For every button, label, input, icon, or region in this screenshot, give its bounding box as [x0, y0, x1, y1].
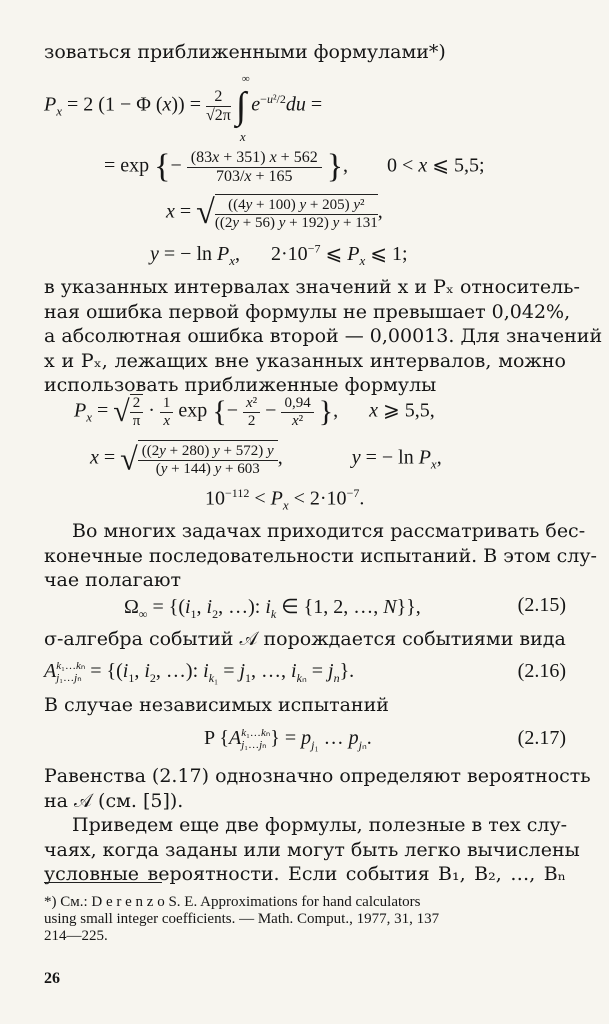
text-line: а абсолютная ошибка второй — 0,00013. Для значений — [44, 325, 603, 348]
text-line: условные вероятности. Если события B₁, B₂, …, Bₙ — [44, 863, 566, 886]
paragraph-equalities — [44, 764, 591, 813]
text-line: Приведем еще две формулы, полезные в тех слу- — [72, 814, 568, 836]
text-line: чае полагают — [44, 569, 182, 592]
text-line: ная ошибка первой формулы не превышает 0,042%, — [44, 300, 571, 323]
footnote — [44, 894, 566, 945]
paragraph-independent — [44, 693, 566, 718]
text-line: использовать приближенные формулы — [44, 374, 437, 397]
text-line: зоваться приближенными формулами*) — [44, 41, 446, 63]
footnote-line: using small integer coefficients. — Math. Comput., 1977, 31, 137 — [44, 911, 440, 927]
formula-y-range: y = − $\ln P_x$, $2\cdot 10^{-7}$ ⩽ $P_x$ ⩽ 1; — [150, 241, 408, 268]
text-line: x и Pₓ, лежащих вне указанных интервалов, можно — [44, 349, 566, 372]
equation-2-17: P {A k₁…kₙ j₁…jₙ } = $p_{j_1}$ … $p_{j_n}$. — [204, 727, 372, 752]
equation-2-15: $\Omega_\infty = \{(i_1$, $i_2$, …): $i_k$ ∈ {1, 2, …, N}}, — [124, 596, 421, 621]
footnote-line: 214—225. — [44, 928, 108, 944]
paragraph-sigma-algebra — [44, 627, 566, 652]
text-line: σ-алгебра событий 𝒜 порождается событиями вида — [44, 628, 566, 650]
equation-number: (2.16) — [517, 660, 566, 682]
formula-exp-approx: = exp {− $\frac{(83x + 351) x + 562}{703/x + 165}$ }, 0 < x ⩽ 5,5; — [104, 148, 485, 185]
paragraph-more-formulas — [44, 813, 580, 887]
paragraph-error-bounds — [44, 275, 603, 398]
text-line: В случае независимых испытаний — [44, 694, 389, 716]
footnote-line: *) См.: D e r e n z o S. E. Approximations for hand calculators — [44, 894, 421, 910]
formula-x-sqrt-2: x = √ $\frac{((2y + 280) y + 572) y}{(y + 144) y + 603}$ , y = − $\ln P_x$, — [90, 440, 442, 477]
page-number: 26 — [44, 970, 60, 987]
formula-px-integral: $P_x = 2$ (1 − Φ (x)) = $\frac{2}{√2\pi}$ ∫ ∞ x $e^{-u^2/2}du$ = — [44, 73, 323, 144]
formula-px-asymptotic: $P_x$ = √ $\frac{2}{\pi}$ · $\frac{1}{x}$ exp {− $\frac{\text{x²}}{2}$ − $\frac{0,94}{\text{x²}}$ }, x ⩾ 5,5, — [74, 394, 435, 429]
text-line: на 𝒜 (см. [5]). — [44, 789, 184, 812]
footnote-rule — [44, 882, 162, 883]
text-line: в указанных интервалах значений x и Pₓ относитель- — [44, 276, 580, 298]
equation-2-16: A k₁…kₙ j₁…jₙ = {($i_1$, $i_2$, …): $i_{k_1} = j_1$, …, $i_{k_n} = j_n$}. — [44, 660, 355, 685]
paragraph-intro — [44, 40, 566, 65]
text-line: чаях, когда заданы или могут быть легко вычислены — [44, 838, 580, 861]
formula-text — [0, 0, 1, 1]
text-line: конечные последовательности испытаний. В этом слу- — [44, 544, 597, 567]
equation-number: (2.17) — [517, 727, 566, 749]
paragraph-infinite-sequences — [44, 519, 597, 593]
text-line: Равенства (2.17) однозначно определяют вероятность — [44, 765, 591, 787]
text-line: Во многих задачах приходится рассматривать бес- — [72, 520, 586, 542]
formula-x-sqrt: x = √ $\frac{\text{((4y + 100) y + 205) y²}}{((2y + 56) y + 192) y + 131}$ , — [166, 194, 383, 231]
formula-px-range: $10^{-112} < P_x < 2\cdot 10^{-7}$. — [205, 486, 365, 513]
equation-number: (2.15) — [517, 594, 566, 616]
